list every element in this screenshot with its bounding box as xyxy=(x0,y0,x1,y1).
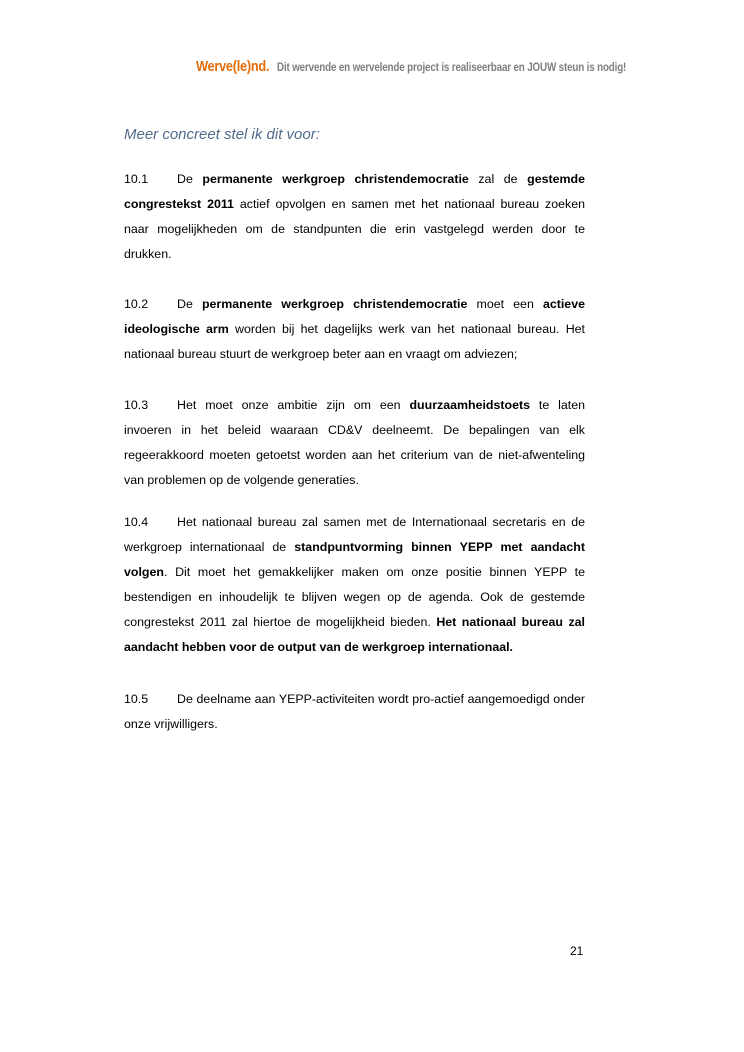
body-text: moet een xyxy=(467,297,543,311)
header-tagline: Dit wervende en wervelende project is realiseerbaar en JOUW steun is nodig! xyxy=(276,60,626,74)
paragraph-text xyxy=(124,398,585,487)
emphasis-text: gestemde congrestekst 2011 xyxy=(124,172,585,211)
emphasis-text: permanente werkgroep christendemocratie xyxy=(201,297,468,311)
emphasis-text: actieve ideologische arm xyxy=(124,297,585,336)
paragraph-10-4 xyxy=(124,510,585,660)
paragraph-text xyxy=(124,297,585,361)
body-text: De xyxy=(177,172,203,186)
paragraph-number: 10.4 xyxy=(124,515,149,529)
emphasis-text: permanente werkgroep christendemocratie xyxy=(202,172,469,186)
body-text: Het moet onze ambitie zijn om een xyxy=(177,398,410,412)
paragraph-number: 10.1 xyxy=(124,172,149,186)
body-text: actief opvolgen en samen met het nationaal bureau zoeken naar mogelijkheden om de standpunten die erin vastgelegd werden door te drukken. xyxy=(124,197,586,261)
body-text: Het nationaal bureau zal samen met de Internationaal secretaris en de werkgroep internationaal de xyxy=(124,515,585,554)
paragraph-10-2 xyxy=(124,292,585,367)
body-text: . Dit moet het gemakkelijker maken om onze positie binnen YEPP te bestendigen en inhoudelijk te blijven wegen op de agenda. Ook de gestemde congrestekst 2011 zal hiertoe de mogelijkheid bieden. xyxy=(124,565,585,629)
body-text: De xyxy=(177,297,202,311)
paragraph-number: 10.2 xyxy=(124,297,149,311)
header-brand: Werve(le)nd. xyxy=(196,58,270,75)
emphasis-text: Het nationaal bureau zal aandacht hebben voor de output van de werkgroep internationaal. xyxy=(124,615,585,654)
paragraph-number: 10.3 xyxy=(124,398,149,412)
body-text: zal de xyxy=(468,172,528,186)
page-number: 21 xyxy=(570,944,584,958)
paragraph-text xyxy=(124,172,585,261)
section-title: Meer concreet stel ik dit voor: xyxy=(124,126,320,143)
paragraph-10-5 xyxy=(124,687,585,737)
body-text: worden bij het dagelijks werk van het nationaal bureau. Het nationaal bureau stuurt de werkgroep beter aan en vraagt om adviezen; xyxy=(124,322,585,361)
paragraph-text xyxy=(124,515,585,654)
emphasis-text: duurzaamheidstoets xyxy=(409,398,530,412)
paragraph-number: 10.5 xyxy=(124,692,149,706)
paragraph-10-1 xyxy=(124,167,585,267)
emphasis-text: standpuntvorming binnen YEPP met aandacht volgen xyxy=(124,540,586,579)
body-text: te laten invoeren in het beleid waaraan CD&V deelneemt. De bepalingen van elk regeerakkoord moeten getoetst worden aan het criterium van de niet-afwenteling van problemen op de volgende generaties. xyxy=(124,398,586,487)
paragraph-10-3 xyxy=(124,393,585,493)
page-header xyxy=(196,58,696,76)
paragraph-text xyxy=(124,692,585,731)
body-text: De deelname aan YEPP-activiteiten wordt pro-actief aangemoedigd onder onze vrijwilligers. xyxy=(124,692,585,731)
